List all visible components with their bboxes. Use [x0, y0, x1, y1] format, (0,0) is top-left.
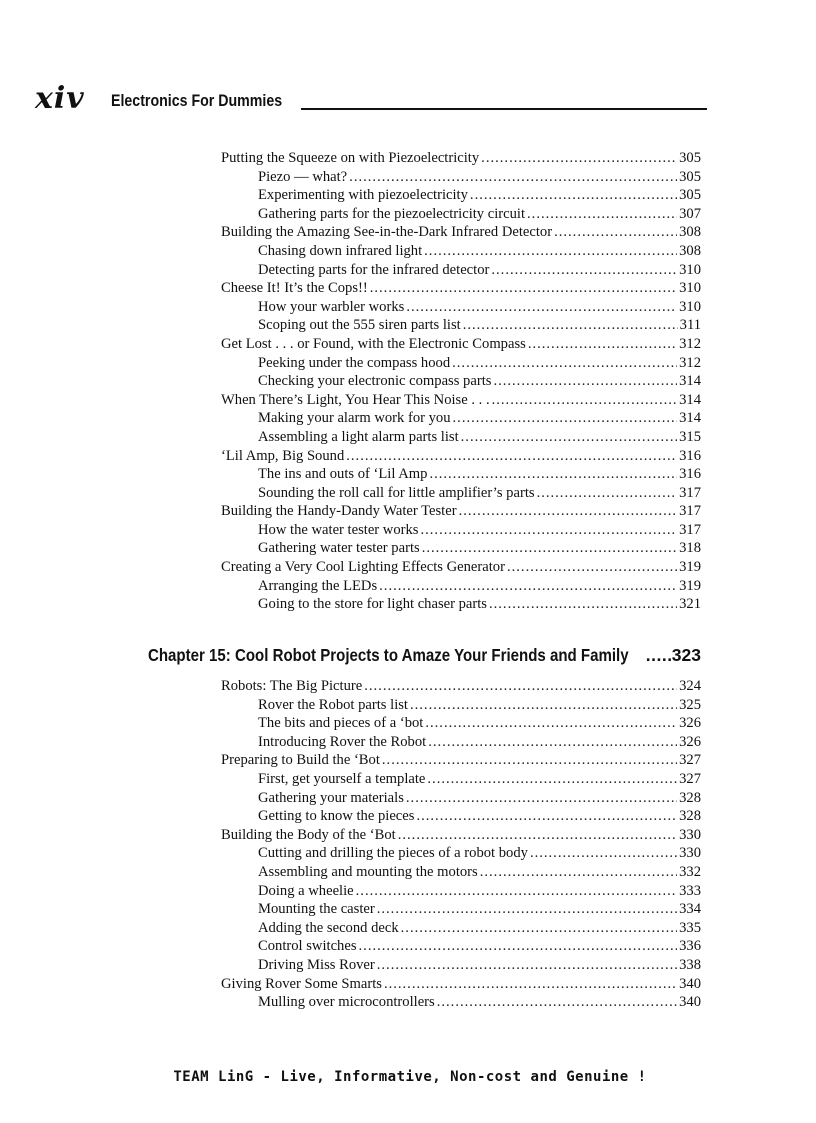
toc-subentry	[221, 956, 701, 975]
leader-dots	[527, 205, 677, 224]
leader-dots	[481, 149, 677, 168]
toc-entry-page: 325	[679, 696, 701, 713]
toc-entry-page: 319	[679, 559, 701, 576]
toc-entry	[221, 279, 701, 298]
toc-entry-page: 305	[679, 187, 701, 204]
toc-entry-title: Gathering parts for the piezoelectricity circuit	[258, 205, 526, 222]
toc-subentry	[221, 205, 701, 224]
toc-entry-title: Checking your electronic compass parts	[258, 373, 492, 390]
toc-entry-page: 318	[679, 540, 701, 557]
toc-entry-page: 316	[679, 447, 701, 464]
toc-entry-page: 312	[679, 335, 701, 352]
toc-entry-page: 330	[679, 845, 701, 862]
toc-entry-title: Adding the second deck	[258, 919, 399, 936]
toc-subentry	[221, 242, 701, 261]
toc-entry-title: Piezo — what?	[258, 168, 348, 185]
leader-dots	[453, 409, 678, 428]
leader-dots	[493, 372, 677, 391]
leader-dots	[370, 279, 677, 298]
toc-subentry	[221, 354, 701, 373]
leader-dots	[537, 484, 678, 503]
toc-subentry	[221, 919, 701, 938]
leader-dots	[528, 335, 677, 354]
toc-entry-title: The ins and outs of ‘Lil Amp	[258, 466, 428, 483]
toc-subentry	[221, 733, 701, 752]
toc-entry-title: Building the Amazing See-in-the-Dark Infrared Detector	[221, 224, 553, 241]
toc-subentry	[221, 521, 701, 540]
leader-dots	[377, 956, 677, 975]
toc-entry-page: 340	[679, 975, 701, 992]
leader-dots	[398, 826, 677, 845]
toc-subentry	[221, 539, 701, 558]
leader-dots	[356, 882, 677, 901]
toc-entry-page: 333	[679, 882, 701, 899]
toc-entry	[221, 558, 701, 577]
leader-dots	[384, 975, 677, 994]
toc-subentry	[221, 900, 701, 919]
leader-dots	[416, 807, 677, 826]
leader-dots	[420, 521, 677, 540]
leader-dots	[425, 714, 677, 733]
leader-dots	[452, 354, 677, 373]
toc-entry-page: 307	[679, 205, 701, 222]
leader-dots	[461, 428, 677, 447]
leader-dots	[346, 447, 677, 466]
toc-entry-title: Cheese It! It’s the Cops!!	[221, 280, 368, 297]
leader-dots	[359, 937, 678, 956]
toc-entry-page: 321	[679, 596, 701, 613]
leader-dots	[437, 993, 677, 1012]
toc-subentry	[221, 863, 701, 882]
leader-dots	[530, 844, 677, 863]
toc-entry-page: 316	[679, 466, 701, 483]
toc-entry-page: 336	[679, 938, 701, 955]
toc-entry-title: Control switches	[258, 938, 357, 955]
toc-subentry	[221, 261, 701, 280]
leader-dots	[429, 465, 677, 484]
toc-subentry	[221, 484, 701, 503]
leader-dots	[364, 677, 677, 696]
toc-entry-title: Going to the store for light chaser parts	[258, 596, 487, 613]
toc-subentry	[221, 993, 701, 1012]
toc-entry-page: 317	[679, 521, 701, 538]
leader-dots	[401, 919, 677, 938]
toc-entry-title: Gathering your materials	[258, 789, 404, 806]
toc-entry-page: 332	[679, 863, 701, 880]
toc-subentry	[221, 465, 701, 484]
toc-subentry	[221, 789, 701, 808]
toc-entry-page: 328	[679, 789, 701, 806]
toc-entry-page: 314	[679, 410, 701, 427]
toc-entry-title: Getting to know the pieces	[258, 808, 415, 825]
toc-entry-page: 324	[679, 678, 701, 694]
toc-entry-title: First, get yourself a template	[258, 770, 426, 787]
chapter-heading	[148, 645, 701, 666]
toc-entry-title: Sounding the roll call for little amplifier’s parts	[258, 484, 535, 501]
toc-entry-page: 335	[679, 919, 701, 936]
toc-entry-title: How the water tester works	[258, 521, 419, 538]
leader-dots	[489, 595, 677, 614]
toc-entry-title: Making your alarm work for you	[258, 410, 451, 427]
toc-entry-title: Robots: The Big Picture	[221, 678, 363, 694]
toc-entry	[221, 391, 701, 410]
leader-dots	[554, 223, 677, 242]
toc-entry-page: 312	[679, 354, 701, 371]
toc-entry-title: Creating a Very Cool Lighting Effects Generator	[221, 559, 505, 576]
toc-entry-title: Chasing down infrared light	[258, 242, 423, 259]
toc-entry-page: 311	[679, 317, 701, 334]
chapter-title: Chapter 15: Cool Robot Projects to Amaze Your Friends and Family	[148, 645, 629, 665]
toc-entry	[221, 149, 701, 168]
toc-entry-title: ‘Lil Amp, Big Sound	[221, 447, 345, 464]
toc-entry-title: Get Lost . . . or Found, with the Electronic Compass	[221, 335, 526, 352]
toc-entry-title: Scoping out the 555 siren parts list	[258, 317, 461, 334]
leader-dots	[470, 186, 677, 205]
toc-entry-page: 327	[679, 770, 701, 787]
toc-entry-page: 338	[679, 956, 701, 973]
toc-subentry	[221, 882, 701, 901]
toc-subentry	[221, 807, 701, 826]
toc-entry-page: 326	[679, 733, 701, 750]
toc-entry-page: 310	[679, 280, 701, 297]
toc-entry-title: Rover the Robot parts list	[258, 696, 408, 713]
toc-entry-title: Arranging the LEDs	[258, 577, 378, 594]
toc-entry-title: Building the Handy-Dandy Water Tester	[221, 503, 457, 520]
toc-entry-page: 315	[679, 428, 701, 445]
toc-entry-page: 308	[679, 224, 701, 241]
book-title: Electronics For Dummies	[111, 92, 283, 110]
leader-dots	[410, 696, 677, 715]
toc-entry-title: Assembling a light alarm parts list	[258, 428, 459, 445]
toc-subentry	[221, 428, 701, 447]
leader-dots	[382, 751, 677, 770]
toc-entry-title: Mounting the caster	[258, 901, 375, 918]
leader-dots	[492, 391, 678, 410]
toc-entry-title: The bits and pieces of a ‘bot	[258, 715, 424, 732]
toc-entry	[221, 677, 701, 696]
toc-entry	[221, 447, 701, 466]
toc-entry-page: 326	[679, 715, 701, 732]
leader-dots	[422, 539, 677, 558]
leader-dots	[427, 770, 677, 789]
toc-entry-title: When There’s Light, You Hear This Noise . . .	[221, 391, 490, 408]
toc-subentry	[221, 844, 701, 863]
toc-entry-title: Introducing Rover the Robot	[258, 733, 427, 750]
leader-dots	[463, 316, 678, 335]
toc-entry-page: 334	[679, 901, 701, 918]
toc-entry-page: 308	[679, 242, 701, 259]
toc-entry	[221, 223, 701, 242]
page-header	[35, 81, 707, 116]
toc-entry-title: Peeking under the compass hood	[258, 354, 451, 371]
toc-subentry	[221, 595, 701, 614]
toc-entry-page: 310	[679, 298, 701, 315]
toc-subentry	[221, 316, 701, 335]
toc-entry	[221, 335, 701, 354]
toc-entry-title: Putting the Squeeze on with Piezoelectricity	[221, 150, 480, 166]
leader-dots	[406, 789, 677, 808]
toc-entry-title: Cutting and drilling the pieces of a robot body	[258, 845, 528, 862]
toc-entry-page: 314	[679, 373, 701, 390]
toc-entry-title: Driving Miss Rover	[258, 956, 375, 973]
toc-entry-page: 314	[679, 391, 701, 408]
toc-section-top	[221, 149, 701, 614]
toc-entry-title: Building the Body of the ‘Bot	[221, 826, 396, 843]
leader-dots	[428, 733, 677, 752]
toc-entry-page: 327	[679, 752, 701, 769]
toc-entry-title: Preparing to Build the ‘Bot	[221, 752, 380, 769]
leader-dots	[459, 502, 678, 521]
toc-entry-title: Assembling and mounting the motors	[258, 863, 478, 880]
leader-dots	[379, 577, 677, 596]
leader-dots	[377, 900, 677, 919]
toc-entry-page: 317	[679, 503, 701, 520]
toc-entry-title: Doing a wheelie	[258, 882, 354, 899]
footer-watermark: TEAM LinG - Live, Informative, Non-cost and Genuine !	[173, 1069, 647, 1085]
toc-entry-title: Gathering water tester parts	[258, 540, 420, 557]
chapter-leader-dots	[646, 645, 671, 666]
toc-entry-page: 340	[679, 994, 701, 1011]
toc-subentry	[221, 770, 701, 789]
leader-dots	[491, 261, 677, 280]
toc-entry-title: Detecting parts for the infrared detector	[258, 261, 490, 278]
toc-subentry	[221, 937, 701, 956]
leader-dots	[480, 863, 677, 882]
toc-entry-title: Experimenting with piezoelectricity	[258, 187, 468, 204]
toc-entry	[221, 975, 701, 994]
toc-entry	[221, 502, 701, 521]
leader-dots	[424, 242, 677, 261]
chapter-page: 323	[671, 645, 701, 665]
toc-entry-title: How your warbler works	[258, 298, 405, 315]
toc-entry-page: 319	[679, 577, 701, 594]
toc-entry-page: 310	[679, 261, 701, 278]
toc-entry-page: 317	[679, 484, 701, 501]
leader-dots	[406, 298, 677, 317]
toc-entry-title: Mulling over microcontrollers	[258, 994, 435, 1011]
leader-dots	[507, 558, 677, 577]
toc-entry	[221, 826, 701, 845]
toc-subentry	[221, 372, 701, 391]
toc-subentry	[221, 714, 701, 733]
page-number: xiv	[35, 81, 85, 116]
toc-subentry	[221, 577, 701, 596]
leader-dots	[349, 168, 677, 187]
toc-entry-page: 330	[679, 826, 701, 843]
toc-subentry	[221, 409, 701, 428]
toc-section-bottom	[221, 677, 701, 1012]
toc-subentry	[221, 186, 701, 205]
toc-subentry	[221, 696, 701, 715]
toc-subentry	[221, 168, 701, 187]
toc-entry-page: 305	[679, 168, 701, 185]
toc-subentry	[221, 298, 701, 317]
toc-entry	[221, 751, 701, 770]
toc-entry-page: 305	[679, 150, 701, 166]
toc-entry-title: Giving Rover Some Smarts	[221, 975, 382, 992]
toc-entry-page: 328	[679, 808, 701, 825]
header-rule	[301, 108, 707, 110]
